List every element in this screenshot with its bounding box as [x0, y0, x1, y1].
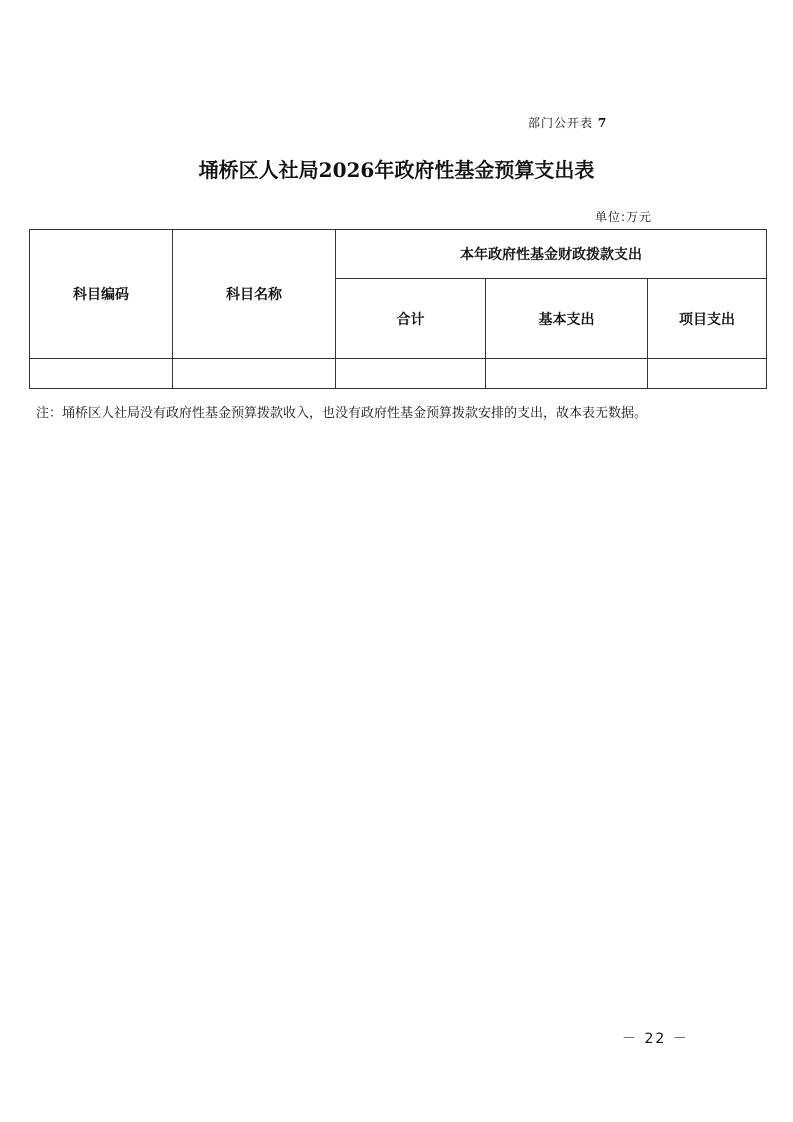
- header-row-1: [30, 230, 767, 279]
- cell-basic: [486, 359, 648, 389]
- header-project-expenditure: 项目支出: [648, 279, 767, 359]
- cell-code: [30, 359, 173, 389]
- header-total: 合计: [336, 279, 486, 359]
- header-fund-expenditure: 本年政府性基金财政拨款支出: [336, 230, 767, 279]
- document-title: 埇桥区人社局2026年政府性基金预算支出表: [198, 158, 595, 182]
- cell-name: [173, 359, 336, 389]
- cell-total: [336, 359, 486, 389]
- table-note: 注：埇桥区人社局没有政府性基金预算拨款收入，也没有政府性基金预算拨款安排的支出，故本表无数据。: [36, 406, 648, 421]
- header-basic-expenditure: 基本支出: [486, 279, 648, 359]
- unit-label: 单位:万元: [595, 210, 653, 224]
- page-number: － 22 －: [622, 1031, 689, 1047]
- table-label-text: 部门公开表: [528, 116, 594, 130]
- budget-table: [29, 229, 767, 389]
- cell-project: [648, 359, 767, 389]
- table-label-number: 7: [597, 116, 608, 130]
- header-subject-code: 科目编码: [30, 230, 173, 359]
- header-subject-name: 科目名称: [173, 230, 336, 359]
- table-label: [528, 114, 607, 131]
- table-row: [30, 359, 767, 389]
